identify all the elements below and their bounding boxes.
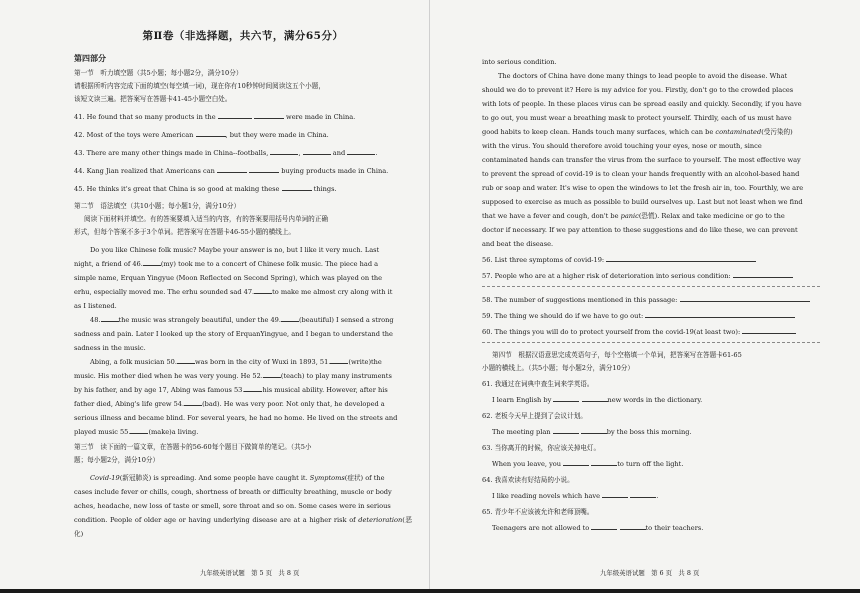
- page-6: [430, 0, 860, 593]
- sec1-instruction-2: 该短文读三遍。把答案写在答题卡41-45小题空白处。: [74, 95, 232, 103]
- sec2-instruction-2: 形式，但每个答案不多于3个单词。把答案写在答题卡46-55小题的横线上。: [74, 228, 296, 236]
- answer-blank[interactable]: [630, 489, 656, 498]
- answer-blank[interactable]: [347, 146, 375, 155]
- question-59: 59. The thing we should do if we have to go out:: [482, 309, 820, 322]
- answer-blank-53[interactable]: [244, 383, 262, 392]
- sec1-heading: 第一节 听力填空题（共5小题；每小题2分，满分10分）: [74, 69, 243, 77]
- scan-edge: [0, 589, 860, 593]
- part-heading: 第四部分: [74, 53, 106, 63]
- answer-line: [482, 286, 820, 287]
- answer-blank[interactable]: [270, 146, 298, 155]
- question-44: 44. Kang Jian realized that Americans can buying products made in China.: [74, 164, 412, 177]
- answer-blank-54[interactable]: [184, 397, 202, 406]
- grammar-passage: Do you like Chinese folk music? Maybe your answer is no, but I like it very much. Last night, a friend of 46. (my) took me to a concert of Chinese folk music. The piece had a simple name, Erquan Yingyue (Moon Reflected on Second Spring), which was played on the erhu, especially moved me. The erhu sounded sad 47. to make me almost cry along with it as I listened. 48. the music was strangely beautiful, under the 49. (beautiful) I sensed a strong sadness and pain. Later I looked up the story of ErquanYingyue, and I began to understand the sadness in the music. Abing, a folk musician 50. was born in the city of Wuxi in 1893, 51. (write)the music. His mother died when he was very young. He 52. (teach) to play many instruments by his father, and by age 17, Abing was famous 53. his musical ability. However, after his father died, Abing's life grew 54. (bad). He was very poor. Not only that, he developed a serious illness and became blind. For several years, he had no home. He lived on the streets and played music 55. (make)a living.: [74, 246, 398, 436]
- answer-blank[interactable]: [606, 253, 756, 262]
- listening-instructions: [74, 67, 412, 106]
- question-43: 43. There are many other things made in China--footballs, , and .: [74, 146, 412, 159]
- answer-blank[interactable]: [282, 182, 312, 191]
- answer-blank-55[interactable]: [130, 425, 148, 434]
- question-61: I learn English by new words in the dictionary.: [482, 393, 820, 406]
- question-63: When you leave, you to turn off the light.: [482, 457, 820, 470]
- answer-blank-50[interactable]: [177, 355, 195, 364]
- reading-passage-start: Covid-19(新冠肺炎) is spreading. And some people have caught it. Symptoms(症状) of the cases include fever or chills, cough, shortness of breath or difficulty breathing, muscle or body aches, headache, new loss of taste or smell, sore throat and so on. Some cases were in serious condition. People of older age or having underlying disease are at a higher risk of deterioration(恶化): [74, 474, 412, 538]
- answer-blank-52[interactable]: [263, 369, 281, 378]
- question-65: Teenagers are not allowed to to their teachers.: [482, 521, 820, 534]
- answer-blank[interactable]: [591, 457, 617, 466]
- answer-blank[interactable]: [218, 110, 252, 119]
- answer-blank-48[interactable]: [101, 313, 119, 322]
- sec2-instruction-1: 阅读下面材料并填空。有的答案要填入适当的内容，有的答案要用括号内单词的正确: [84, 215, 328, 223]
- sec1-instruction-1: 请根据所听内容完成下面的填空(每空填一词)，现在你有10秒钟时间阅读这五个小题，: [74, 82, 325, 90]
- section-title: 第Ⅱ卷（非选择题，共六节，满分65分）: [142, 30, 344, 42]
- answer-blank[interactable]: [249, 164, 279, 173]
- question-62-prompt: 62. 老板今天早上提到了会议计划。: [482, 412, 587, 420]
- question-65-prompt: 65. 青少年不应该被允许和老师顶嘴。: [482, 508, 594, 516]
- question-41: 41. He found that so many products in the were made in China.: [74, 110, 412, 123]
- answer-blank[interactable]: [742, 325, 796, 334]
- sec3-heading-1: 第三节 读下面的一篇文章，在答题卡的56-60每个题目下做简单的笔记。（共5小: [74, 443, 312, 451]
- answer-blank[interactable]: [591, 521, 617, 530]
- question-60: 60. The things you will do to protect yourself from the covid-19(at least two):: [482, 325, 820, 338]
- answer-blank[interactable]: [602, 489, 628, 498]
- answer-blank[interactable]: [553, 393, 579, 402]
- question-64-prompt: 64. 我喜欢读有好结局的小说。: [482, 476, 574, 484]
- question-45: 45. He thinks it's great that China is so good at making these things.: [74, 182, 412, 195]
- answer-blank[interactable]: [680, 293, 810, 302]
- answer-blank[interactable]: [217, 164, 247, 173]
- answer-blank-49[interactable]: [281, 313, 299, 322]
- page-footer: 九年级英语试题 第 5 页 共 8 页: [200, 569, 300, 577]
- grammar-instructions: [74, 200, 412, 239]
- question-58: 58. The number of suggestions mentioned in this passage:: [482, 293, 820, 306]
- page-footer: 九年级英语试题 第 6 页 共 8 页: [600, 569, 700, 577]
- sec4-heading-1: 第四节 根据汉语意思完成英语句子，每个空格填一个单词，把答案写在答题卡61-65: [492, 351, 742, 359]
- answer-blank-51[interactable]: [330, 355, 348, 364]
- question-64: I like reading novels which have .: [482, 489, 820, 502]
- answer-line: [482, 342, 820, 343]
- question-57: 57. People who are at a higher risk of deterioration into serious condition:: [482, 269, 820, 282]
- question-42: 42. Most of the toys were American , but they were made in China.: [74, 128, 412, 141]
- answer-blank[interactable]: [581, 425, 607, 434]
- answer-blank[interactable]: [303, 146, 331, 155]
- translation-instructions: [482, 349, 820, 375]
- question-62: The meeting plan by the boss this morning.: [482, 425, 820, 438]
- answer-blank-47[interactable]: [254, 285, 272, 294]
- answer-blank[interactable]: [563, 457, 589, 466]
- answer-blank[interactable]: [733, 269, 793, 278]
- answer-blank[interactable]: [620, 521, 646, 530]
- answer-blank[interactable]: [582, 393, 608, 402]
- reading-passage-continued: into serious condition. The doctors of China have done many things to lead people to avoid the disease. What should we do to prevent it? Here is my advice for you. Firstly, don't go to the crowded places with lots of people. In these places virus can be spread easily and quickly. Secondly, if you have to go out, you must wear a breathing mask to protect yourself. Thirdly, each of us must have good habits to keep clean. Hands touch many surfaces, which can be contaminated(受污染的) with the virus. You should therefore avoid touching your eyes, nose or mouth, since contaminated hands can transfer the virus from the surface to yourself. The most effective way to prevent the spread of covid-19 is to clean your hands frequently with an alcohol-based hand rub or soap and water. It's wise to open the windows to let the fresh air in, too. Fourthly, we are supposed to exercise as much as possible to build ourselves up. Last but not least when we find that we have a fever and cough, don't be panic(恐慌). Relax and take medicine or go to the doctor if necessary. If we pay attention to these suggestions and do like these, we can prevent and beat the disease.: [482, 58, 804, 248]
- question-56: 56. List three symptoms of covid-19:: [482, 253, 820, 266]
- sec3-heading-2: 题；每小题2分，满分10分）: [74, 456, 160, 464]
- question-63-prompt: 63. 当你离开的时候，你应该关掉电灯。: [482, 444, 601, 452]
- reading-notes-instructions: [74, 441, 412, 467]
- answer-blank[interactable]: [645, 309, 795, 318]
- answer-blank[interactable]: [553, 425, 579, 434]
- question-61-prompt: 61. 我通过在词典中查生词来学英语。: [482, 380, 594, 388]
- sec4-heading-2: 小题的横线上。（共5小题；每小题2分，满分10分）: [482, 364, 634, 372]
- answer-blank-46[interactable]: [143, 257, 161, 266]
- answer-blank[interactable]: [254, 110, 284, 119]
- sec2-heading: 第二节 语法填空（共10小题；每小题1分，满分10分）: [74, 202, 241, 210]
- answer-blank[interactable]: [196, 128, 226, 137]
